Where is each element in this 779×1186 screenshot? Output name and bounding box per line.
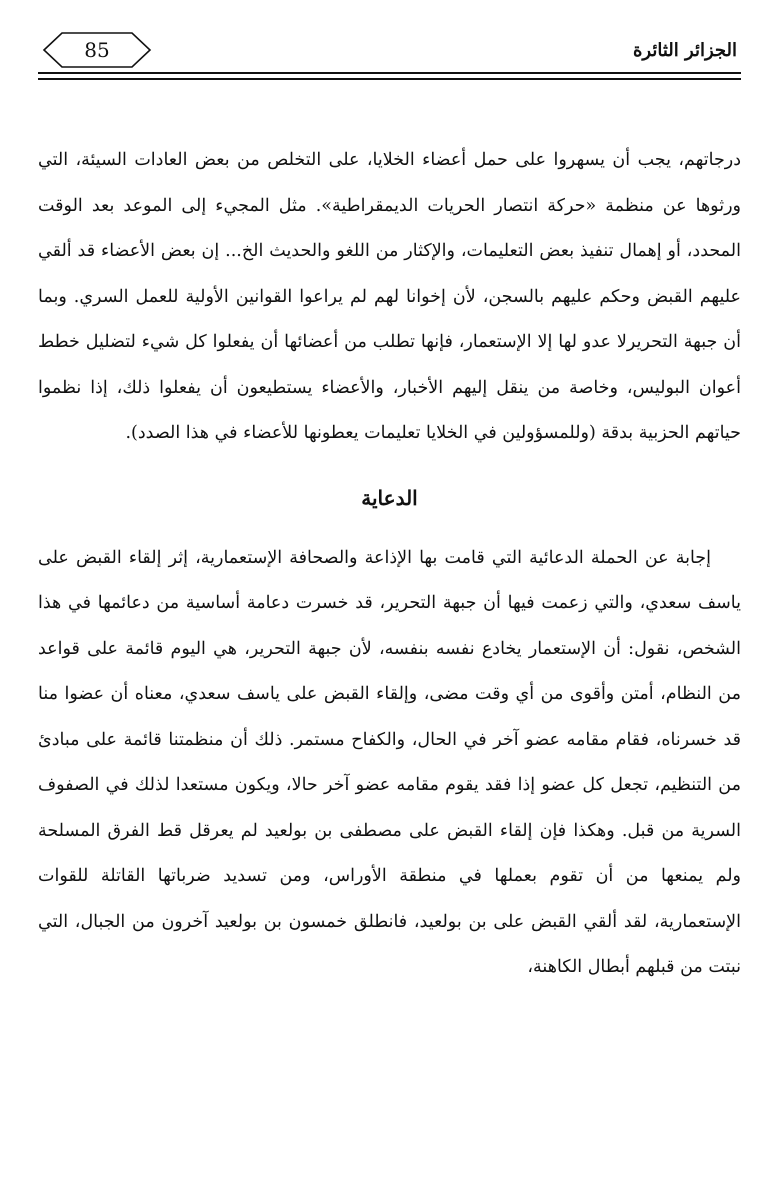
page-body — [38, 138, 741, 991]
page-number-badge — [42, 30, 152, 70]
page-number: 85 — [84, 38, 110, 62]
body-paragraph: درجاتهم، يجب أن يسهروا على حمل أعضاء الخلايا، على التخلص من بعض العادات السيئة، التي ورثوها عن منظمة «حركة انتصار الحريات الديمقراطية». مثل المجيء إلى الموعد بعد الوقت المحدد، أو إهمال تنفيذ بعض التعليمات، والإكثار من اللغو والحديث الخ... إن بعض الأعضاء قد ألقي عليهم القبض وحكم عليهم بالسجن، لأن إخوانا لهم لم يراعوا القوانين الأولية للعمل السري. وبما أن جبهة التحريرلا عدو لها إلا الإستعمار، فإنها تطلب من أعضائها أن يفعلوا كل شيء لتضليل خطط أعوان البوليس، وخاصة من ينقل إليهم الأخبار، والأعضاء يستطيعون أن يفعلوا ذلك، إذا نظموا حياتهم الحزبية بدقة (وللمسؤولين في الخلايا تعليمات يعطونها للأعضاء في هذا الصدد). — [38, 150, 741, 443]
page-header — [38, 28, 741, 72]
header-rule-top — [38, 72, 741, 74]
body-paragraph: إجابة عن الحملة الدعائية التي قامت بها الإذاعة والصحافة الإستعمارية، إثر إلقاء القبض على ياسف سعدي، والتي زعمت فيها أن جبهة التحرير، قد خسرت دعامة أساسية من دعائمها في هذا الشخص، نقول: أن الإستعمار يخادع نفسه بنفسه، لأن جبهة التحرير، هي اليوم قائمة على قواعد من النظام، أمتن وأقوى من أي وقت مضى، وإلقاء القبض على ياسف سعدي، معناه أن عضوا منا قد خسرناه، فقام مقامه عضو آخر في الحال، والكفاح مستمر. ذلك أن منظمتنا قائمة على مبادئ من التنظيم، تجعل كل عضو إذا فقد يقوم مقامه عضو آخر حالا، ويكون مستعدا لذلك في الصفوف السرية من قبل. وهكذا فإن إلقاء القبض على مصطفى بن بولعيد لم يعرقل قط الفرق المسلحة ولم يمنعها من أن تقوم بعملها في منطقة الأوراس، ومن تسديد ضرباتها القاتلة للقوات الإستعمارية، لقد ألقي القبض على بن بولعيد، فانطلق خمسون بن بولعيد آخرون من الجبال، التي نبتت من قبلهم أبطال الكاهنة، — [38, 547, 741, 977]
running-title: الجزائر الثائرة — [632, 40, 737, 61]
header-rule-bottom — [38, 78, 741, 80]
section-heading: الدعاية — [361, 485, 418, 510]
